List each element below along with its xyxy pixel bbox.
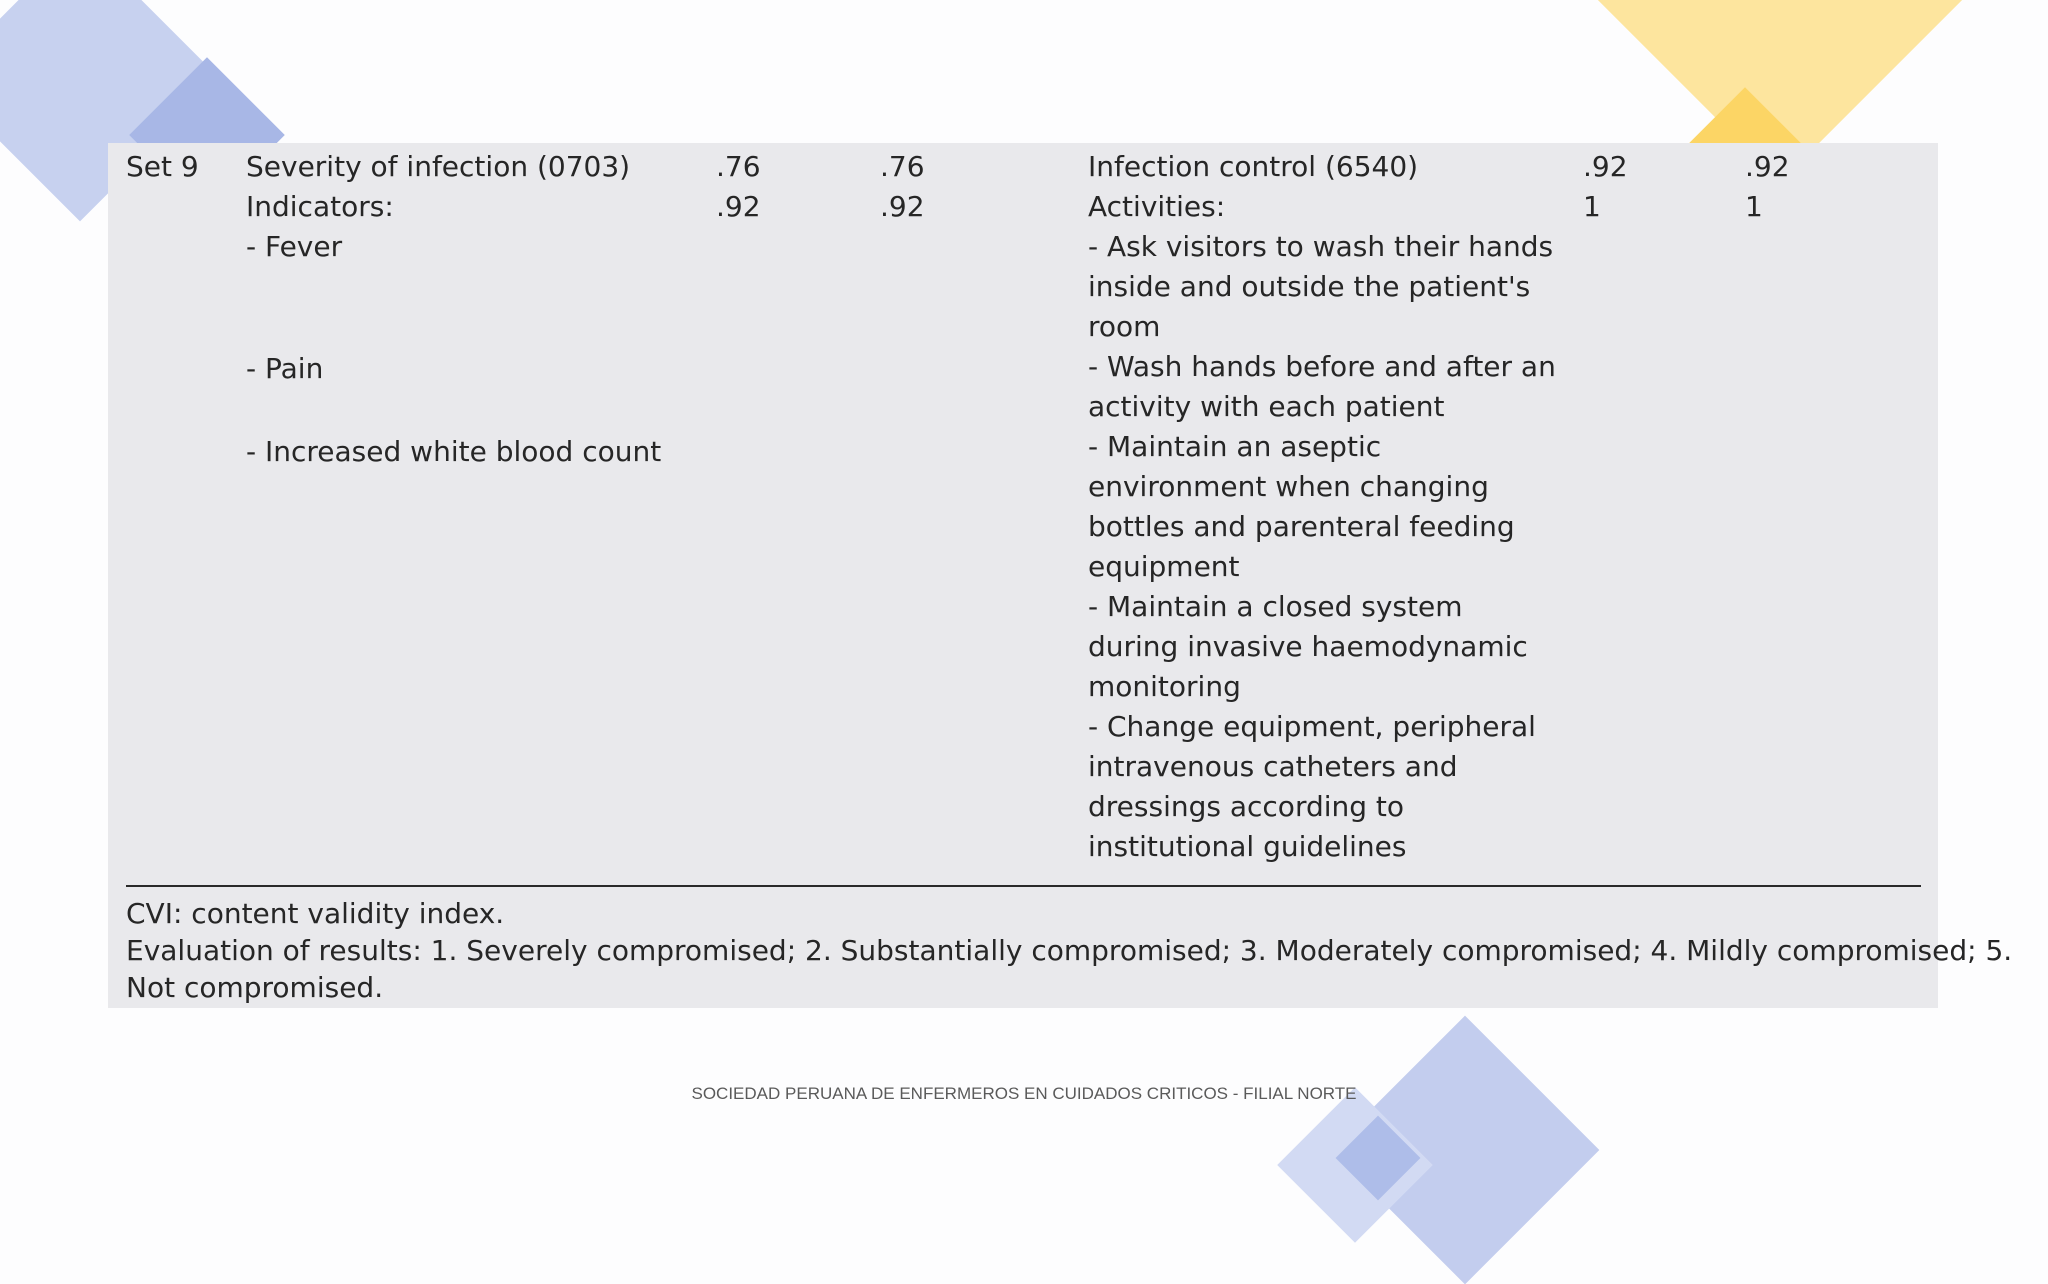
activity-line: room xyxy=(1088,310,1161,343)
footnote-evaluation-cont: Not compromised. xyxy=(126,971,384,1004)
activity-line: during invasive haemodynamic xyxy=(1088,630,1528,663)
intervention-cvi-1-a: .92 xyxy=(1583,150,1628,183)
outcome-cvi-2-a: .76 xyxy=(880,150,925,183)
activity-line: - Change equipment, peripheral xyxy=(1088,710,1536,743)
table-bottom-rule xyxy=(126,885,1921,887)
indicator-fever: - Fever xyxy=(246,230,343,263)
intervention-cvi-2-b: 1 xyxy=(1745,190,1763,223)
outcome-cvi-column-1 xyxy=(716,147,761,227)
activity-line: institutional guidelines xyxy=(1088,830,1407,863)
activity-line: inside and outside the patient's xyxy=(1088,270,1531,303)
footnote-cvi: CVI: content validity index. xyxy=(126,897,505,930)
activity-line: - Ask visitors to wash their hands xyxy=(1088,230,1554,263)
intervention-cvi-column-2 xyxy=(1745,147,1790,227)
outcome-title: Severity of infection (0703) xyxy=(246,150,631,183)
activity-line: environment when changing xyxy=(1088,470,1489,503)
intervention-cvi-2-a: .92 xyxy=(1745,150,1790,183)
outcome-cvi-1-b: .92 xyxy=(716,190,761,223)
activity-line: intravenous catheters and xyxy=(1088,750,1458,783)
slide-footer: SOCIEDAD PERUANA DE ENFERMEROS EN CUIDADOS CRITICOS - FILIAL NORTE xyxy=(691,1084,1357,1103)
activity-line: monitoring xyxy=(1088,670,1241,703)
intervention-column xyxy=(1088,147,1556,867)
indicator-white-blood-count: - Increased white blood count xyxy=(246,435,662,468)
indicators-label: Indicators: xyxy=(246,190,394,223)
intervention-title: Infection control (6540) xyxy=(1088,150,1419,183)
activity-line: dressings according to xyxy=(1088,790,1405,823)
outcome-column xyxy=(246,147,661,472)
outcome-cvi-2-b: .92 xyxy=(880,190,925,223)
footnote-evaluation: Evaluation of results: 1. Severely compromised; 2. Substantially compromised; 3. Moderately compromised; 4. Mildly compromised; 5. xyxy=(126,934,2013,967)
table-excerpt xyxy=(108,143,2013,1008)
table-footnotes xyxy=(126,895,2013,1006)
activity-line: activity with each patient xyxy=(1088,390,1445,423)
activity-line: bottles and parenteral feeding xyxy=(1088,510,1515,543)
set-label: Set 9 xyxy=(126,150,199,183)
activities-label: Activities: xyxy=(1088,190,1226,223)
outcome-cvi-column-2 xyxy=(880,147,925,227)
activity-line: - Maintain an aseptic xyxy=(1088,430,1382,463)
intervention-cvi-1-b: 1 xyxy=(1583,190,1601,223)
intervention-cvi-column-1 xyxy=(1583,147,1628,227)
outcome-cvi-1-a: .76 xyxy=(716,150,761,183)
activity-line: - Maintain a closed system xyxy=(1088,590,1463,623)
indicator-pain: - Pain xyxy=(246,352,324,385)
activity-line: - Wash hands before and after an xyxy=(1088,350,1556,383)
activity-line: equipment xyxy=(1088,550,1240,583)
